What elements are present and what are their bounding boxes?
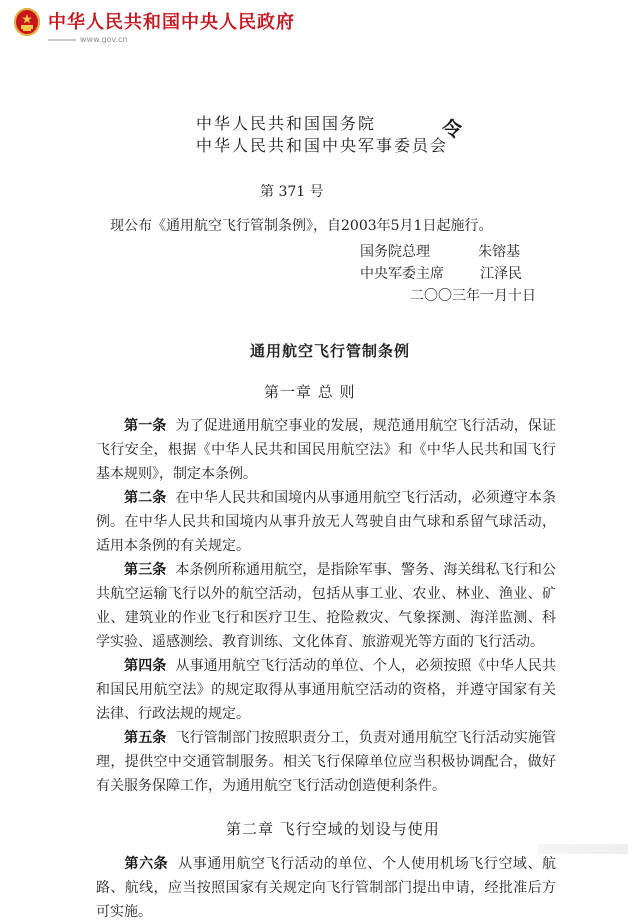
decree-document xyxy=(0,56,640,920)
chapter-2-heading: 第二章 飞行空域的划设与使用 xyxy=(226,820,440,838)
signatory-1-name: 朱镕基 xyxy=(478,244,520,260)
article-6-label: 第六条 xyxy=(124,856,169,872)
article-2-label: 第二条 xyxy=(124,490,167,506)
signatory-2-title: 中央军委主席 xyxy=(360,266,444,282)
article-2-paragraph-2 xyxy=(96,510,556,558)
article-1-text: 为了促进通用航空事业的发展，规范通用航空飞行活动，保证飞行安全，根据《中华人民共和国民用航空法》和《中华人民共和国飞行基本规则》，制定本条例。 xyxy=(96,418,556,482)
article-3-text: 本条例所称通用航空，是指除军事、警务、海关缉私飞行和公共航空运输飞行以外的航空活动，包括从事工业、农业、林业、渔业、矿业、建筑业的作业飞行和医疗卫生、抢险救灾、气象探测、海洋监测、科学实验、遥感测绘、教育训练、文化体育、旅游观光等方面的飞行活动。 xyxy=(96,562,556,650)
article-6 xyxy=(96,852,557,920)
article-1 xyxy=(96,414,556,486)
national-emblem-icon xyxy=(14,8,40,36)
article-4-label: 第四条 xyxy=(124,658,167,674)
watermark xyxy=(538,844,628,854)
article-1-label: 第一条 xyxy=(124,418,167,434)
article-6-text: 从事通用航空飞行活动的单位、个人使用机场飞行空域、航路、航线，应当按照国家有关规定向飞行管制部门提出申请，经批准后方可实施。 xyxy=(96,856,557,920)
article-5 xyxy=(96,726,556,798)
decree-number: 第 371 号 xyxy=(260,184,324,200)
article-4 xyxy=(96,654,556,726)
issuer-state-council: 中华人民共和国国务院 xyxy=(196,114,377,133)
regulation-title: 通用航空飞行管制条例 xyxy=(250,342,411,360)
chapter-1-heading: 第一章 总 则 xyxy=(264,383,356,401)
decree-ling: 令 xyxy=(442,117,462,141)
decree-date: 二〇〇三年一月十日 xyxy=(410,288,536,304)
site-url-text[interactable]: www.gov.cn xyxy=(80,35,128,44)
signatory-1-title: 国务院总理 xyxy=(360,244,430,260)
promulgation-text: 现公布《通用航空飞行管制条例》，自2003年5月1日起施行。 xyxy=(110,218,493,234)
site-url xyxy=(48,35,158,47)
article-2-p2-text: 在中华人民共和国境内从事升放无人驾驶自由气球和系留气球活动，适用本条例的有关规定。 xyxy=(96,514,556,554)
signatory-2-name: 江泽民 xyxy=(480,266,522,282)
divider xyxy=(48,39,76,41)
article-4-text: 从事通用航空飞行活动的单位、个人，必须按照《中华人民共和国民用航空法》的规定取得从事通用航空活动的资格，并遵守国家有关法律、行政法规的规定。 xyxy=(96,658,556,722)
article-5-label: 第五条 xyxy=(124,730,167,746)
site-header xyxy=(0,0,640,56)
issuer-military-commission: 中华人民共和国中央军事委员会 xyxy=(196,136,449,155)
site-title[interactable]: 中华人民共和国中央人民政府 xyxy=(48,12,295,33)
article-5-text: 飞行管制部门按照职责分工，负责对通用航空飞行活动实施管理，提供空中交通管制服务。相关飞行保障单位应当积极协调配合，做好有关服务保障工作，为通用航空飞行活动创造便利条件。 xyxy=(96,730,556,794)
article-3-label: 第三条 xyxy=(124,562,167,578)
article-3 xyxy=(96,558,556,654)
article-2-text: 在中华人民共和国境内从事通用航空飞行活动，必须遵守本条例。 xyxy=(96,490,556,530)
